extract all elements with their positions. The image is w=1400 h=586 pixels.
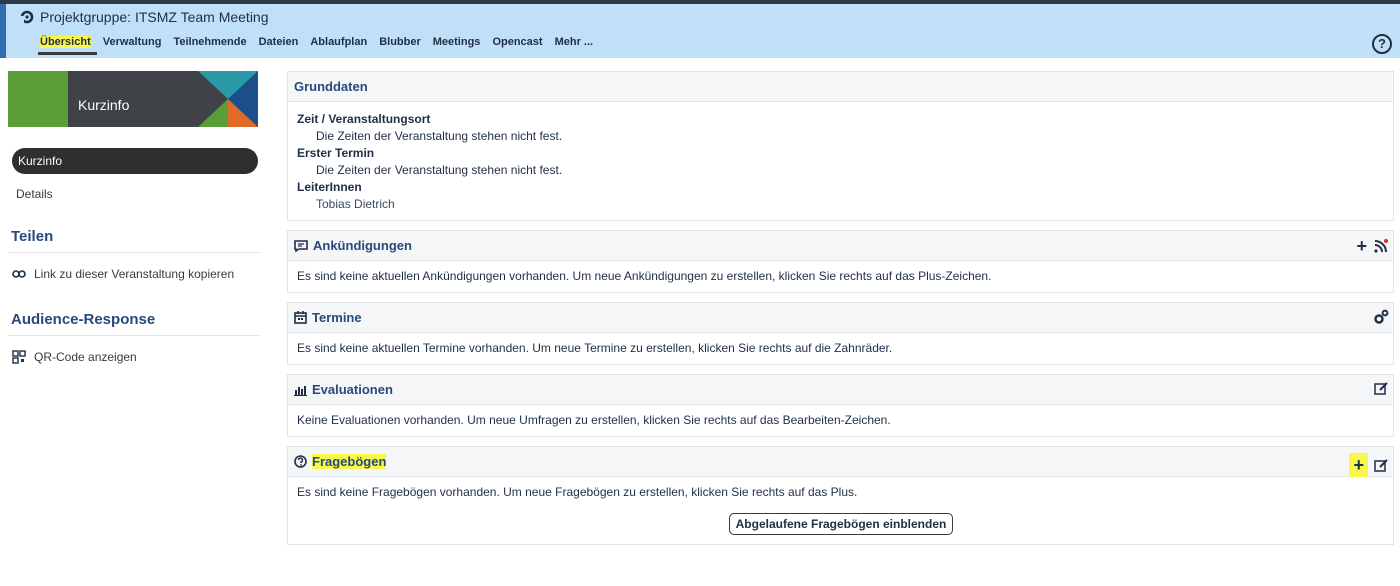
- main-navigation: [34, 35, 599, 55]
- panel-evaluationen: [287, 374, 1394, 437]
- panel-header: [288, 447, 1393, 477]
- panel-body: [288, 102, 1393, 220]
- panel-title: Ankündigungen: [313, 238, 412, 253]
- panel-header: [288, 72, 1393, 102]
- tile-pattern-icon: [198, 71, 258, 127]
- panel-body: Es sind keine aktuellen Termine vorhanden. Um neue Termine zu erstellen, klicken Sie rechts auf die Zahnräder.: [297, 341, 893, 355]
- rss-icon[interactable]: [1373, 238, 1389, 254]
- panel-termine: [287, 302, 1394, 365]
- show-expired-questionnaires-button[interactable]: Abgelaufene Fragebögen einblenden: [729, 513, 954, 535]
- nav-tab-label: Übersicht: [40, 36, 91, 48]
- panel-header: [288, 303, 1393, 333]
- help-icon[interactable]: ?: [1372, 34, 1392, 54]
- field-value: Die Zeiten der Veranstaltung stehen nicht fest.: [316, 129, 563, 143]
- copy-link-action[interactable]: [8, 267, 260, 281]
- nav-tab-teilnehmende[interactable]: Teilnehmende: [173, 36, 247, 48]
- audience-heading: Audience-Response: [8, 311, 260, 336]
- sidebar-item-kurzinfo[interactable]: Kurzinfo: [12, 148, 258, 174]
- copy-link-label: Link zu dieser Veranstaltung kopieren: [34, 267, 235, 281]
- add-announcement-button[interactable]: +: [1356, 236, 1367, 256]
- edit-icon[interactable]: [1374, 381, 1389, 396]
- share-heading: Teilen: [8, 228, 260, 253]
- field-label: Zeit / Veranstaltungsort: [297, 112, 431, 126]
- news-icon: [294, 240, 308, 252]
- calendar-icon: [294, 311, 307, 324]
- panel-text: Es sind keine Fragebögen vorhanden. Um neue Fragebögen zu erstellen, klicken Sie rechts auf das Plus.: [297, 485, 858, 499]
- nav-tab-verwaltung[interactable]: Verwaltung: [102, 36, 162, 48]
- sidebar: [8, 71, 260, 364]
- qr-code-action[interactable]: [8, 350, 260, 364]
- tile-label: Kurzinfo: [78, 97, 130, 113]
- qr-code-icon: [12, 350, 26, 364]
- sidebar-tile-kurzinfo: [8, 71, 258, 127]
- link-icon: [12, 270, 26, 278]
- panel-header: [288, 231, 1393, 261]
- button-row: [297, 513, 1385, 535]
- tile-logo-area: [8, 71, 68, 127]
- panel-title: Termine: [312, 310, 362, 325]
- panel-actions: [1373, 309, 1389, 325]
- nav-tab-dateien[interactable]: Dateien: [258, 36, 299, 48]
- nav-tab-ablaufplan[interactable]: Ablaufplan: [310, 36, 368, 48]
- lecturer-link[interactable]: Tobias Dietrich: [316, 197, 395, 211]
- panel-ankuendigungen: [287, 230, 1394, 293]
- nav-tab-uebersicht[interactable]: [34, 35, 97, 55]
- sidebar-item-details[interactable]: Details: [16, 187, 53, 201]
- header-title-row: [18, 9, 269, 25]
- edit-icon[interactable]: [1374, 458, 1389, 473]
- gears-icon[interactable]: [1373, 309, 1389, 325]
- field-label: LeiterInnen: [297, 180, 362, 194]
- main-content: [287, 71, 1394, 554]
- nav-tab-opencast[interactable]: Opencast: [492, 36, 543, 48]
- panel-grunddaten: [287, 71, 1394, 221]
- panel-actions: [1356, 237, 1389, 255]
- panel-header: [288, 375, 1393, 405]
- field-label: Erster Termin: [297, 146, 375, 160]
- panel-actions: [1349, 453, 1389, 477]
- panel-frageboegen: [287, 446, 1394, 545]
- course-header: [0, 4, 1400, 58]
- panel-actions: [1374, 381, 1389, 396]
- add-questionnaire-button[interactable]: +: [1349, 453, 1368, 477]
- panel-body: Keine Evaluationen vorhanden. Um neue Umfragen zu erstellen, klicken Sie rechts auf das Bearbeiten-Zeichen.: [297, 413, 891, 427]
- qr-code-label: QR-Code anzeigen: [34, 350, 137, 364]
- questionnaire-icon: [294, 455, 307, 468]
- nav-tab-mehr[interactable]: Mehr ...: [554, 36, 594, 48]
- panel-title: Fragebögen: [312, 454, 387, 469]
- panel-body: Es sind keine aktuellen Ankündigungen vorhanden. Um neue Ankündigungen zu erstellen, klicken Sie rechts auf das Plus-Zeichen.: [297, 269, 992, 283]
- panel-body: [288, 477, 1393, 544]
- panel-title: Evaluationen: [312, 382, 393, 397]
- nav-tab-meetings[interactable]: Meetings: [432, 36, 481, 48]
- panel-title: Grunddaten: [294, 79, 368, 94]
- field-value: Die Zeiten der Veranstaltung stehen nicht fest.: [316, 163, 563, 177]
- nav-tab-blubber[interactable]: Blubber: [379, 36, 421, 48]
- course-title: Projektgruppe: ITSMZ Team Meeting: [40, 9, 269, 25]
- bar-chart-icon: [294, 384, 307, 396]
- studip-logo-icon: [18, 9, 34, 25]
